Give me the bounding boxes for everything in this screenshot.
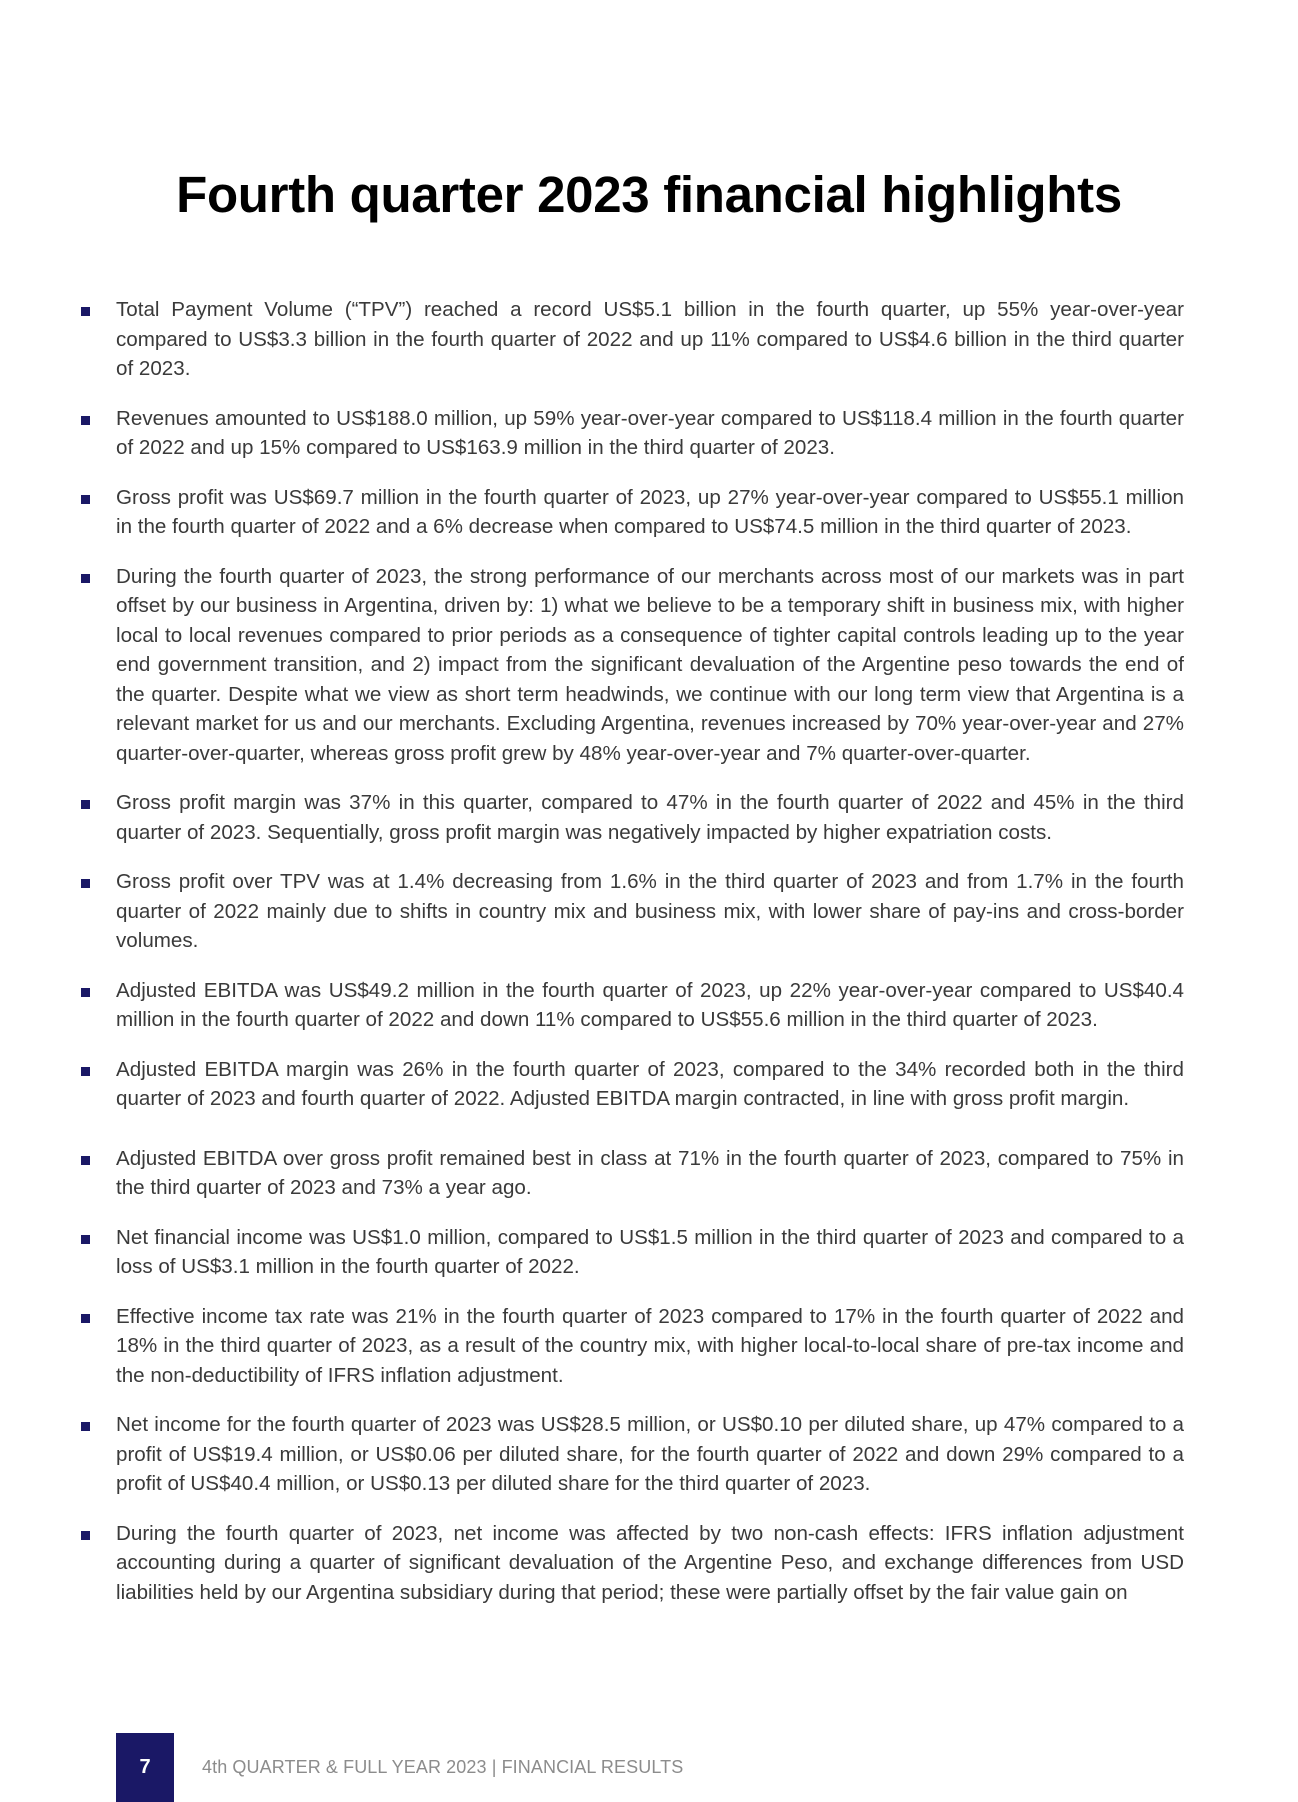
page-number: 7 [116, 1733, 174, 1802]
list-item-text: Total Payment Volume (“TPV”) reached a record US$5.1 billion in the fourth quarter, up 55% year-over-year compared to US$3.3 billion in the fourth quarter of 2022 and up 11% compared to US$4.6 billion in the third quarter of 2023. [116, 298, 1184, 380]
square-bullet-icon [81, 879, 90, 888]
square-bullet-icon [81, 1067, 90, 1076]
footer-text: 4th QUARTER & FULL YEAR 2023 | FINANCIAL RESULTS [202, 1757, 684, 1777]
list-item-text: Adjusted EBITDA was US$49.2 million in the fourth quarter of 2023, up 22% year-over-year compared to US$40.4 million in the fourth quarter of 2022 and down 11% compared to US$55.6 million in the third quarter of 2023. [116, 978, 1184, 1031]
list-item [76, 404, 1184, 463]
list-item [76, 295, 1184, 384]
list-item [76, 867, 1184, 956]
list-item [76, 788, 1184, 847]
square-bullet-icon [81, 1531, 90, 1540]
list-item [76, 1223, 1184, 1282]
square-bullet-icon [81, 800, 90, 809]
list-item-text: Revenues amounted to US$188.0 million, up 59% year-over-year compared to US$118.4 million in the fourth quarter of 2022 and up 15% compared to US$163.9 million in the third quarter of 2023. [116, 406, 1184, 459]
list-item [76, 976, 1184, 1035]
list-item-text: During the fourth quarter of 2023, net income was affected by two non-cash effects: IFRS inflation adjustment accounting during a quarter of significant devaluation of the Argentine Peso, and exchange differences from USD liabilities held by our Argentina subsidiary during that period; these were partially offset by the fair value gain on [116, 1521, 1184, 1604]
list-item [76, 562, 1184, 769]
list-item-text: Adjusted EBITDA over gross profit remained best in class at 71% in the fourth quarter of 2023, compared to 75% in the third quarter of 2023 and 73% a year ago. [116, 1146, 1184, 1199]
list-item-text: Adjusted EBITDA margin was 26% in the fourth quarter of 2023, compared to the 34% recorded both in the third quarter of 2023 and fourth quarter of 2022. Adjusted EBITDA margin contracted, in line with gross profit margin. [116, 1057, 1184, 1110]
list-item [76, 1055, 1184, 1114]
list-item [76, 1519, 1184, 1608]
square-bullet-icon [81, 1156, 90, 1165]
square-bullet-icon [81, 1235, 90, 1244]
list-item-text: Net financial income was US$1.0 million, compared to US$1.5 million in the third quarter of 2023 and compared to a loss of US$3.1 million in the fourth quarter of 2022. [116, 1225, 1184, 1278]
list-item-text: During the fourth quarter of 2023, the strong performance of our merchants across most of our markets was in part offset by our business in Argentina, driven by: 1) what we believe to be a temporary shift in business mix, with higher local to local revenues compared to prior periods as a consequence of tighter capital controls leading up to the year end government transition, and 2) impact from the significant devaluation of the Argentine peso towards the end of the quarter. Despite what we view as short term headwinds, we continue with our long term view that Argentina is a relevant market for us and our merchants. Excluding Argentina, revenues increased by 70% year-over-year and 27% quarter-over-quarter, whereas gross profit grew by 48% year-over-year and 7% quarter-over-quarter. [116, 564, 1184, 765]
square-bullet-icon [81, 574, 90, 583]
square-bullet-icon [81, 495, 90, 504]
square-bullet-icon [81, 1422, 90, 1431]
list-item-text: Gross profit was US$69.7 million in the fourth quarter of 2023, up 27% year-over-year compared to US$55.1 million in the fourth quarter of 2022 and a 6% decrease when compared to US$74.5 million in the third quarter of 2023. [116, 485, 1184, 538]
list-item-text: Gross profit margin was 37% in this quarter, compared to 47% in the fourth quarter of 2022 and 45% in the third quarter of 2023. Sequentially, gross profit margin was negatively impacted by higher expatriation costs. [116, 791, 1184, 844]
page-title: Fourth quarter 2023 financial highlights [176, 166, 1122, 223]
list-item-text: Effective income tax rate was 21% in the fourth quarter of 2023 compared to 17% in the fourth quarter of 2022 and 18% in the third quarter of 2023, as a result of the country mix, with higher local-to-local share of pre-tax income and the non-deductibility of IFRS inflation adjustment. [116, 1304, 1184, 1387]
list-item [76, 1410, 1184, 1499]
list-item [76, 1144, 1184, 1203]
highlights-list [76, 295, 1184, 1627]
list-item [76, 1302, 1184, 1391]
square-bullet-icon [81, 1314, 90, 1323]
square-bullet-icon [81, 416, 90, 425]
list-item-text: Gross profit over TPV was at 1.4% decreasing from 1.6% in the third quarter of 2023 and from 1.7% in the fourth quarter of 2022 mainly due to shifts in country mix and business mix, with lower share of pay-ins and cross-border volumes. [116, 870, 1184, 952]
list-item [76, 483, 1184, 542]
square-bullet-icon [81, 988, 90, 997]
square-bullet-icon [81, 307, 90, 316]
list-item-text: Net income for the fourth quarter of 2023 was US$28.5 million, or US$0.10 per diluted share, up 47% compared to a profit of US$19.4 million, or US$0.06 per diluted share, for the fourth quarter of 2022 and down 29% compared to a profit of US$40.4 million, or US$0.13 per diluted share for the third quarter of 2023. [116, 1413, 1184, 1495]
